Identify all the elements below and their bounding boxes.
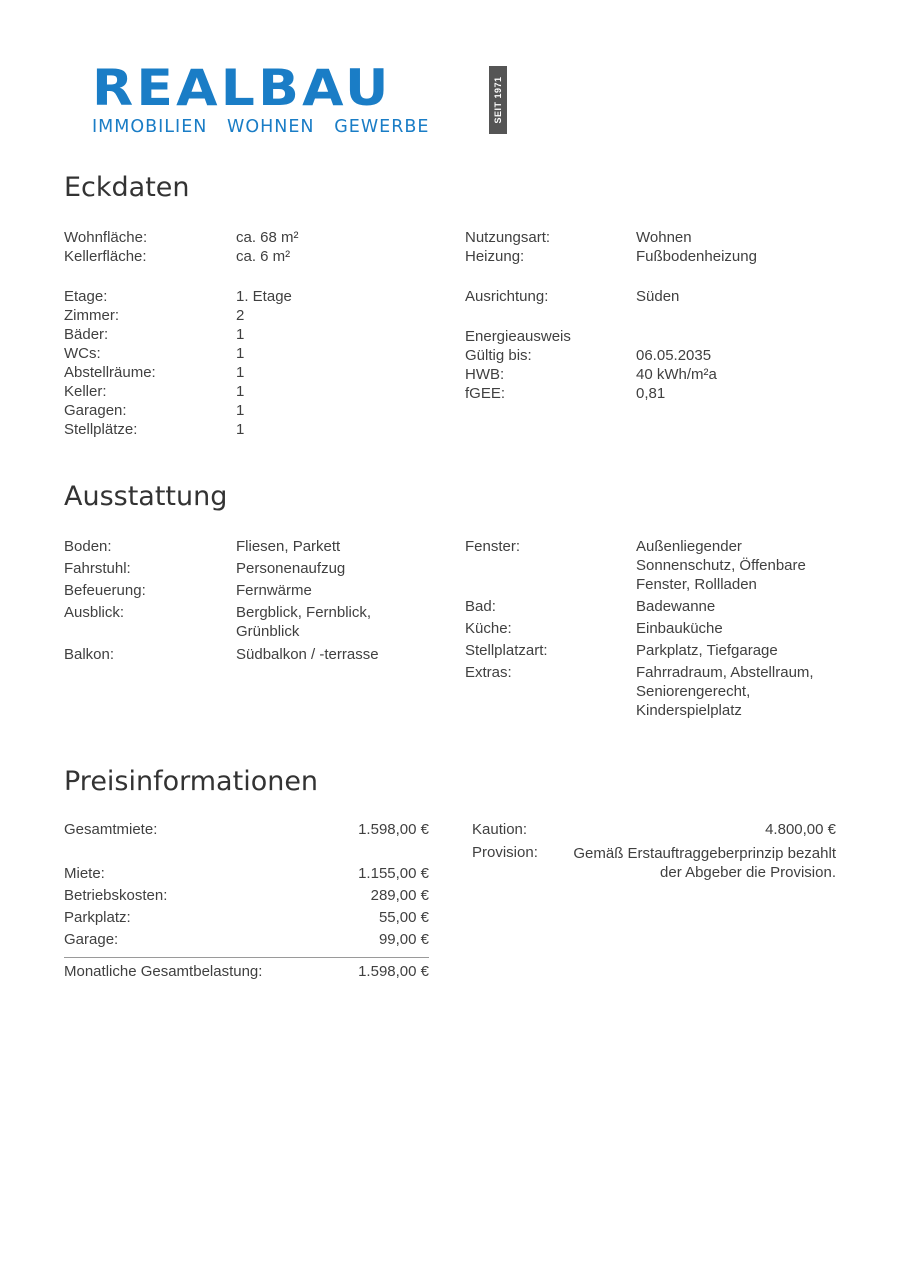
value-baeder: 1 [236,326,245,343]
value-nutzungsart: Wohnen [636,229,692,246]
label-monatliche-gesamtbelastung: Monatliche Gesamtbelastung: [64,963,263,980]
label-stellplatzart: Stellplatzart: [465,642,548,659]
value-keller: 1 [236,383,245,400]
label-wohnflaeche: Wohnfläche: [64,229,148,246]
label-heizung: Heizung: [465,248,525,265]
value-extras: Fahrradraum, Abstellraum, Seniorengerecht, Kinderspielplatz [636,664,814,719]
ausstattung-right [465,537,845,727]
label-kueche: Küche: [465,620,512,637]
total-divider [64,957,429,958]
eckdaten-right [465,228,845,408]
label-ausrichtung: Ausrichtung: [465,288,549,305]
label-nutzungsart: Nutzungsart: [465,229,551,246]
label-gesamtmiete: Gesamtmiete: [64,821,158,838]
label-keller: Keller: [64,383,107,400]
value-provision: Gemäß Erstauftraggeberprinzip bezahlt der Abgeber die Provision. [573,845,836,881]
value-etage: 1. Etage [236,288,292,305]
logo [92,59,512,144]
label-baeder: Bäder: [64,326,109,343]
value-gueltig-bis: 06.05.2035 [636,347,712,364]
value-abstellraeume: 1 [236,364,245,381]
price-row-gesamtmiete [64,819,429,841]
label-fenster: Fenster: [465,538,521,555]
label-balkon: Balkon: [64,646,115,663]
value-kaution: 4.800,00 € [765,821,836,838]
label-fahrstuhl: Fahrstuhl: [64,560,131,577]
label-stellplaetze: Stellplätze: [64,421,138,438]
value-heizung: Fußbodenheizung [636,248,757,265]
label-zimmer: Zimmer: [64,307,119,324]
label-hwb: HWB: [465,366,505,383]
eckdaten-left [64,228,444,448]
label-parkplatz: Parkplatz: [64,909,131,926]
value-ausrichtung: Süden [636,288,680,305]
value-fahrstuhl: Personenaufzug [236,560,346,577]
label-fgee: fGEE: [465,385,506,402]
label-garagen: Garagen: [64,402,127,419]
value-hwb: 40 kWh/m²a [636,366,717,383]
value-bad: Badewanne [636,598,716,615]
value-wcs: 1 [236,345,245,362]
section-title-preisinformationen: Preisinformationen [64,766,319,797]
value-fgee: 0,81 [636,385,666,402]
price-row-miete [64,863,429,885]
value-garage: 99,00 € [378,931,429,948]
label-gueltig-bis: Gültig bis: [465,347,532,364]
value-miete: 1.155,00 € [358,865,429,882]
label-befeuerung: Befeuerung: [64,582,146,599]
label-bad: Bad: [465,598,496,615]
preis-right [472,819,836,843]
value-monatliche-gesamtbelastung: 1.598,00 € [358,963,429,980]
label-garage: Garage: [64,931,119,948]
label-miete: Miete: [64,865,105,882]
label-extras: Extras: [465,664,512,681]
value-gesamtmiete: 1.598,00 € [358,821,429,838]
label-provision: Provision: [472,844,538,861]
logo-tagline: IMMOBILIEN WOHNEN GEWERBE [92,117,430,137]
label-abstellraeume: Abstellräume: [64,364,156,381]
preis-left [64,819,429,989]
value-wohnflaeche: ca. 68 m² [236,229,299,246]
label-ausblick: Ausblick: [64,604,125,621]
price-row-kaution [472,819,836,841]
label-kaution: Kaution: [472,821,528,838]
value-kellerflaeche: ca. 6 m² [236,248,291,265]
value-balkon: Südbalkon / -terrasse [236,646,379,663]
label-energieausweis: Energieausweis [465,328,571,345]
price-row-betriebskosten [64,885,429,907]
value-fenster: Außenliegender Sonnenschutz, Öffenbare Fenster, Rollladen [636,538,806,593]
value-garagen: 1 [236,402,245,419]
provision-label-wrap [472,842,572,864]
ausstattung-left [64,537,444,677]
value-stellplatzart: Parkplatz, Tiefgarage [636,642,778,659]
value-zimmer: 2 [236,307,245,324]
section-title-eckdaten: Eckdaten [64,172,190,203]
label-wcs: WCs: [64,345,101,362]
label-betriebskosten: Betriebskosten: [64,887,168,904]
value-parkplatz: 55,00 € [378,909,429,926]
label-boden: Boden: [64,538,112,555]
label-kellerflaeche: Kellerfläche: [64,248,147,265]
value-stellplaetze: 1 [236,421,245,438]
logo-since-text: SEIT 1971 [493,76,503,124]
value-kueche: Einbauküche [636,620,723,637]
section-title-ausstattung: Ausstattung [64,481,228,512]
price-row-garage [64,929,429,951]
value-ausblick: Bergblick, Fernblick, Grünblick [236,604,372,640]
label-etage: Etage: [64,288,108,305]
value-betriebskosten: 289,00 € [370,887,429,904]
value-boden: Fliesen, Parkett [236,538,341,555]
price-row-parkplatz [64,907,429,929]
price-row-total [64,961,429,983]
logo-since-badge [489,66,507,134]
value-befeuerung: Fernwärme [236,582,312,599]
logo-wordmark: REALBAU [92,59,392,117]
